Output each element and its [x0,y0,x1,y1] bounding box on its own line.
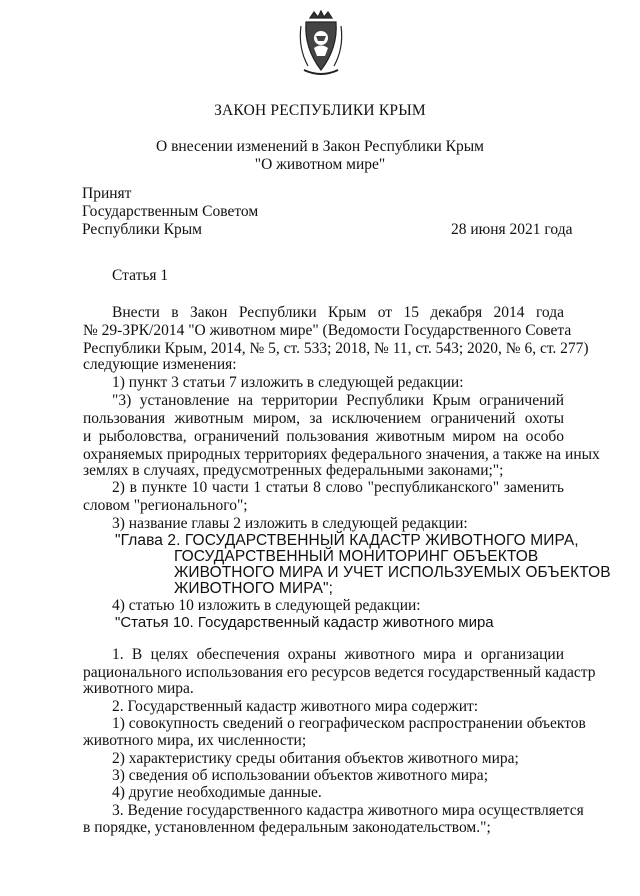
text-line: 2) характеристику среды обитания объектов животного мира; [112,750,519,767]
text-line: животного мира. [83,680,194,697]
law-title: ЗАКОН РЕСПУБЛИКИ КРЫМ [214,102,426,119]
law-subtitle-line2: "О животном мире" [254,156,386,173]
text-line: 4) статью 10 изложить в следующей редакции: [112,597,421,614]
adopted-by-line2: Государственным Советом [82,203,259,220]
text-line: 1) пункт 3 статьи 7 изложить в следующей редакции: [112,374,464,391]
text-line: 4) другие необходимые данные. [112,784,322,801]
text-line: 2. Государственный кадастр животного мира содержит: [112,698,479,715]
text-line: 1. В целях обеспечения охраны животного мира и организации [112,646,564,663]
text-line: следующие изменения: [83,356,237,373]
text-line: и рыболовства, ограничений пользования животным миром на особо [83,428,564,445]
text-line: животного мира, их численности; [83,732,307,749]
text-line: "3) установление на территории Республики Крым ограничений [112,392,564,409]
text-line: словом "регионального"; [83,497,248,514]
text-line: рационального использования его ресурсов ведется государственный кадастр [83,664,596,681]
text-line: № 29-ЗРК/2014 "О животном мире" (Ведомости Государственного Совета [83,322,572,339]
chapter-title-line: ЖИВОТНОГО МИРА"; [174,580,334,597]
adopted-label: Принят [82,185,132,202]
text-line: землях в случаях, предусмотренных федеральными законами;"; [83,462,504,479]
text-line: 3) сведения об использовании объектов животного мира; [112,767,488,784]
text-line: пользования животным миром, за исключением ограничений охоты [83,410,564,427]
coat-of-arms-icon [296,8,346,80]
chapter-title-line: "Глава 2. ГОСУДАРСТВЕННЫЙ КАДАСТР ЖИВОТНОГО МИРА, [115,532,579,549]
adopted-by-line3: Республики Крым [82,221,202,238]
law-subtitle-line1: О внесении изменений в Закон Республики Крым [156,138,484,155]
article1-heading: Статья 1 [112,267,169,284]
chapter-title-line: ГОСУДАРСТВЕННЫЙ МОНИТОРИНГ ОБЪЕКТОВ [174,548,539,565]
text-line: в порядке, установленном федеральным законодательством."; [83,819,491,836]
text-line: Внести в Закон Республики Крым от 15 декабря 2014 года [112,304,564,321]
text-line: Республики Крым, 2014, № 5, ст. 533; 2018, № 11, ст. 543; 2020, № 6, ст. 277) [83,340,589,357]
text-line: 3. Ведение государственного кадастра животного мира осуществляется [112,802,584,819]
article10-heading: "Статья 10. Государственный кадастр животного мира [115,614,494,631]
adoption-date: 28 июня 2021 года [451,221,573,238]
chapter-title-line: ЖИВОТНОГО МИРА И УЧЕТ ИСПОЛЬЗУЕМЫХ ОБЪЕКТОВ [174,564,611,581]
text-line: 2) в пункте 10 части 1 статьи 8 слово "республиканского" заменить [112,479,564,496]
text-line: 3) название главы 2 изложить в следующей редакции: [112,515,468,532]
text-line: 1) совокупность сведений о географическом распространении объектов [112,715,586,732]
text-line: охраняемых природных территориях федерального значения, а также на иных [83,446,600,463]
